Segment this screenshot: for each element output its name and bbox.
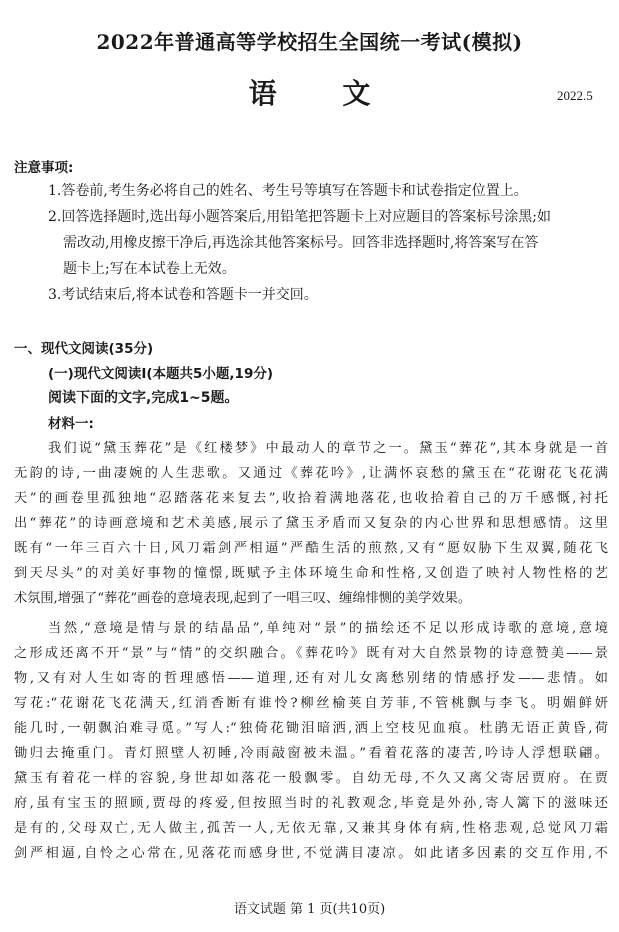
exam-date: 2022.5	[557, 88, 593, 103]
passage-line: 是有的,父母双亡,无人做主,孤苦一人,无依无靠,又兼其身体有病,性格悲观,总觉风刀霜	[14, 821, 608, 836]
passage-line: 能几时,一朝飘泊难寻觅。”写人:“独倚花锄泪暗洒,洒上空枝见血痕。杜鹃无语正黄昏,荷	[14, 721, 608, 736]
passage-line: 写花:“花谢花飞花满天,红消香断有谁怜?柳丝榆荚自芳菲,不管桃飘与李飞。明媚鲜妍	[14, 696, 608, 711]
passage-line: 剑严相逼,自怜之心常在,见落花而感身世,不觉满目凄凉。如此诸多因素的交互作用,不	[14, 846, 608, 861]
subsection-heading: (一)现代文阅读Ⅰ(本题共5小题,19分)	[48, 366, 274, 382]
passage-line: 无韵的诗,一曲凄婉的人生悲歌。又通过《葬花吟》,让满怀哀愁的黛玉在“花谢花飞花满	[14, 466, 608, 481]
section-heading: 一、现代文阅读(35分)	[14, 341, 154, 357]
passage-line: 到天尽头”的对美好事物的憧憬,既赋予主体环境生命和性格,又创造了映衬人物性格的艺	[14, 566, 608, 581]
page-footer: 语文试题 第 1 页(共10页)	[233, 902, 386, 917]
material-label: 材料一:	[48, 416, 94, 432]
notice-item: 1.答卷前,考生务必将自己的姓名、考生号等填写在答题卡和试卷指定位置上。	[48, 183, 528, 199]
notice-heading: 注意事项:	[14, 160, 74, 176]
exam-title: 2022年普通高等学校招生全国统一考试(模拟)	[96, 30, 523, 54]
notice-item: 2.回答选择题时,选出每小题答案后,用铅笔把答题卡上对应题目的答案标号涂黑;如	[48, 209, 551, 225]
reading-instruction: 阅读下面的文字,完成1~5题。	[48, 390, 239, 406]
passage-line: 我们说“黛玉葬花”是《红楼梦》中最动人的章节之一。黛玉“葬花”,其本身就是一首	[48, 441, 608, 456]
passage-line: 府,虽有宝玉的照顾,贾母的疼爱,但按照当时的礼教观念,毕竟是外孙,寄人篱下的滋味还	[14, 796, 608, 811]
passage-line: 当然,“意境是情与景的结晶品”,单纯对“景”的描绘还不足以形成诗歌的意境,意境	[48, 621, 608, 636]
notice-item: 题卡上;写在本试卷上无效。	[63, 261, 236, 277]
passage-line: 出“葬花”的诗画意境和艺术美感,展示了黛玉矛盾而又复杂的内心世界和思想感情。这里	[14, 516, 608, 531]
notice-item: 需改动,用橡皮擦干净后,再选涂其他答案标号。回答非选择题时,将答案写在答	[63, 235, 539, 251]
passage-line: 既有“一年三百六十日,风刀霜剑严相逼”严酷生活的煎熬,又有“愿奴胁下生双翼,随花飞	[14, 541, 608, 556]
notice-item: 3.考试结束后,将本试卷和答题卡一并交回。	[48, 287, 318, 303]
passage-line: 锄归去掩重门。青灯照壁人初睡,冷雨敲窗被未温。”看着花落的凄苦,吟诗人浮想联翩。	[14, 746, 608, 761]
passage-line: 黛玉有着花一样的容貌,身世却如落花一般飘零。自幼无母,不久又离父寄居贾府。在贾	[14, 771, 608, 786]
passage-line: 之形成还离不开“景”与“情”的交织融合。《葬花吟》既有对大自然景物的诗意赞美——景	[14, 646, 608, 661]
subject-title: 语 文	[248, 77, 399, 110]
passage-line: 天”的画卷里孤独地“忍踏落花来复去”,收拾着满地落花,也收拾着自己的万千感慨,衬托	[14, 491, 608, 506]
passage-line: 物,又有对人生如寄的哲理感悟——道理,还有对儿女离愁别绪的情感抒发——悲情。如	[14, 671, 608, 686]
passage-line: 术氛围,增强了“葬花”画卷的意境表现,起到了一唱三叹、缠绵悱恻的美学效果。	[14, 591, 472, 606]
